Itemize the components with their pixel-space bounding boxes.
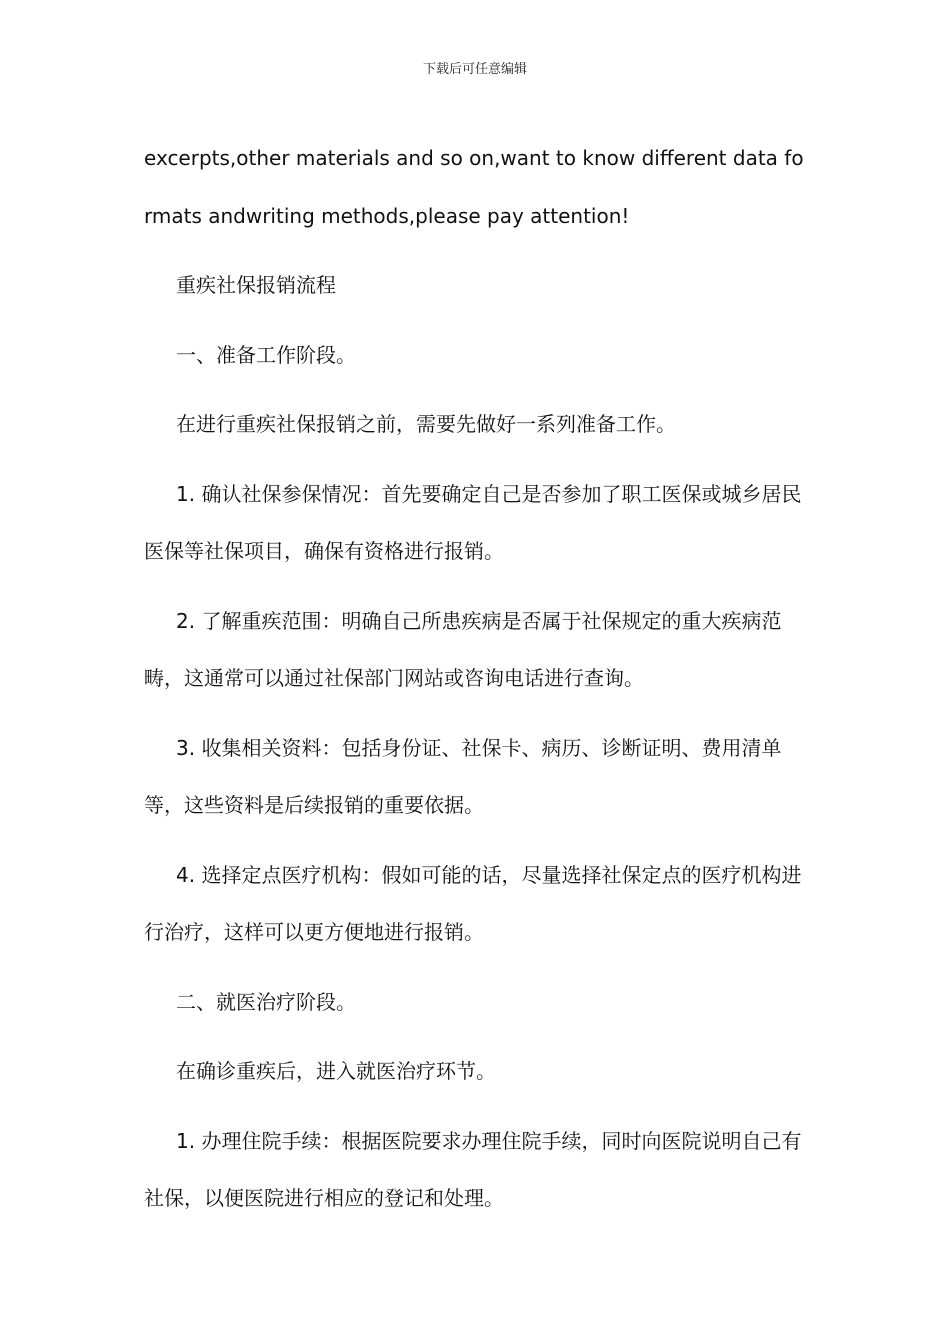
section-heading-treatment: 二、就医治疗阶段。 bbox=[176, 989, 356, 1014]
list-item-3: 3. 收集相关资料：包括身份证、社保卡、病历、诊断证明、费用清单等，这些资料是后续报销的重要依据。 bbox=[144, 735, 782, 817]
page-header: 下载后可任意编辑 bbox=[422, 62, 527, 77]
paragraph-title: 重疾社保报销流程 bbox=[176, 273, 336, 297]
paragraph-treatment-intro: 在确诊重疾后，进入就医治疗环节。 bbox=[176, 1059, 496, 1083]
paragraph-intro-english: excerpts,other materials and so on,want to know different data formats andwriting methods,please pay attention! bbox=[144, 146, 804, 228]
list-item-2: 2. 了解重疾范围：明确自己所患疾病是否属于社保规定的重大疾病范畴，这通常可以通过社保部门网站或咨询电话进行查询。 bbox=[144, 608, 782, 690]
list-item-1: 1. 确认社保参保情况：首先要确定自己是否参加了职工医保或城乡居民医保等社保项目，确保有资格进行报销。 bbox=[144, 481, 802, 563]
document-body bbox=[144, 130, 806, 1228]
section-heading-preparation: 一、准备工作阶段。 bbox=[176, 342, 356, 367]
list-item-4: 4. 选择定点医疗机构：假如可能的话，尽量选择社保定点的医疗机构进行治疗，这样可以更方便地进行报销。 bbox=[144, 862, 802, 944]
paragraph-preparation-intro: 在进行重疾社保报销之前，需要先做好一系列准备工作。 bbox=[176, 412, 676, 436]
list-item-treatment-1: 1. 办理住院手续：根据医院要求办理住院手续，同时向医院说明自己有社保，以便医院进行相应的登记和处理。 bbox=[144, 1128, 802, 1210]
